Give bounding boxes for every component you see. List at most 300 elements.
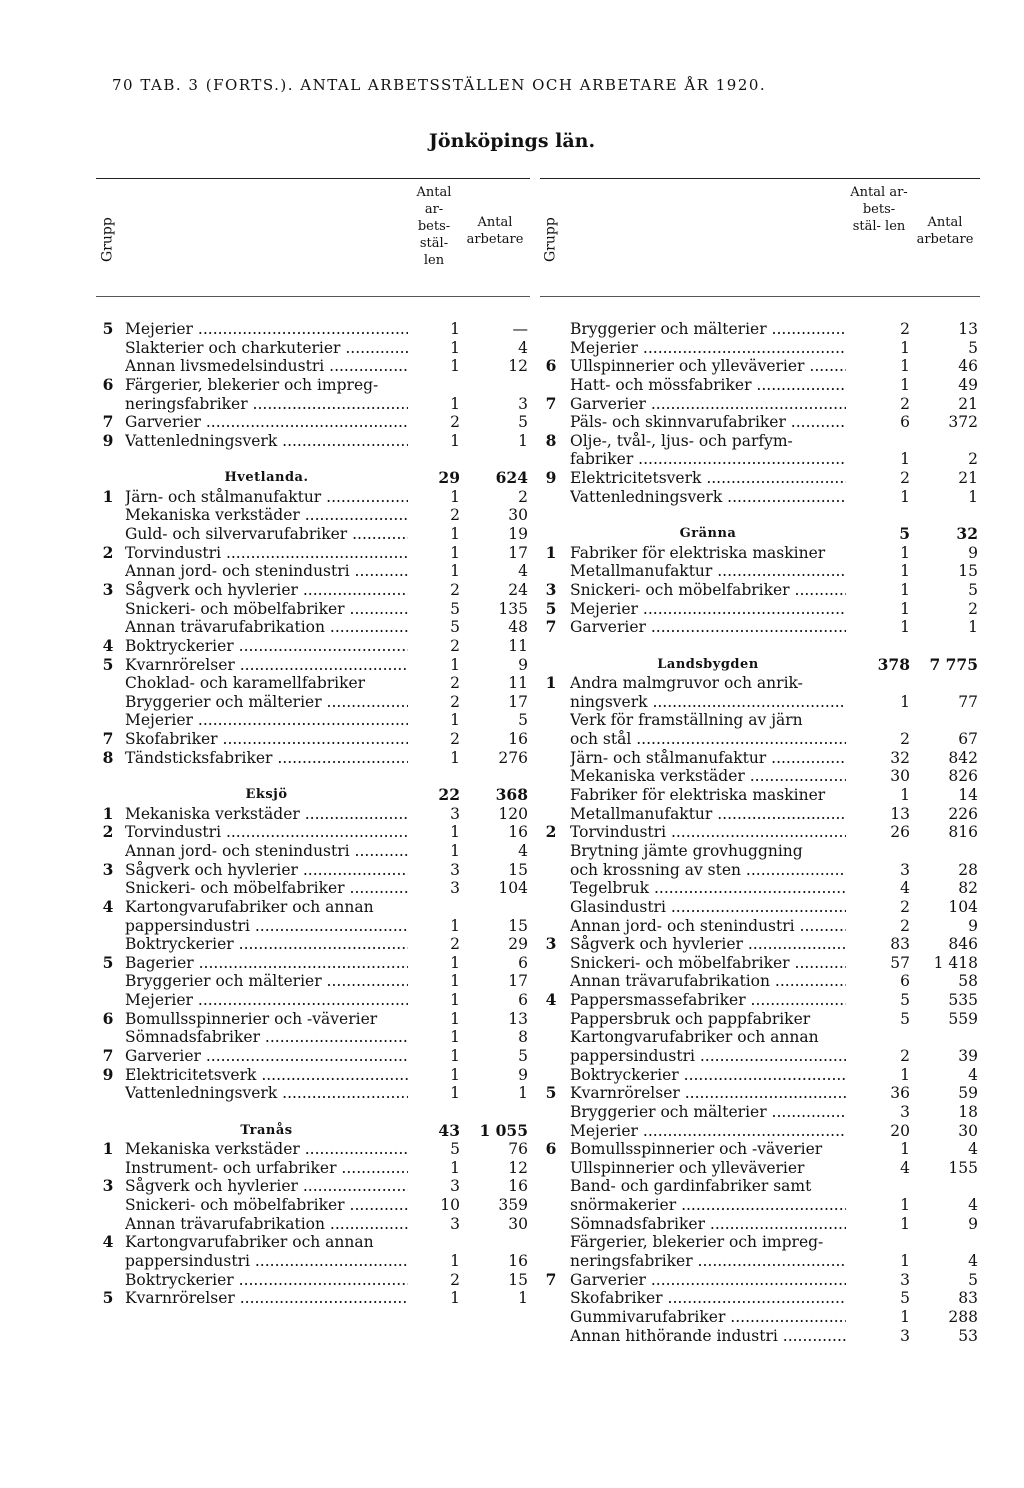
arbetsstallen-count: 29 (438, 468, 460, 488)
group-number: 7 (545, 617, 557, 637)
arbetare-count: 846 (948, 935, 978, 954)
arbetare-count: 12 (508, 1158, 528, 1177)
arbetsstallen-count: 1 (450, 841, 460, 860)
arbetare-count: 4 (518, 841, 528, 860)
table-row (96, 1010, 530, 1029)
table-row (540, 618, 980, 637)
industry-label: Guld- och silvervarufabriker ..... (125, 525, 408, 544)
table-row (540, 1271, 980, 1290)
industry-label: Mekaniska verkstäder ..... (570, 767, 846, 786)
table-row (96, 618, 530, 637)
table-row (96, 525, 530, 544)
arbetsstallen-count: 32 (890, 748, 910, 767)
arbetare-count: 135 (498, 599, 528, 618)
arbetare-count: 842 (948, 748, 978, 767)
industry-label: Snickeri- och möbelfabriker ..... (570, 581, 846, 600)
industry-label: neringsfabriker ..... (125, 395, 408, 414)
arbetsstallen-count: 3 (450, 879, 460, 898)
table-row (96, 376, 530, 395)
table-row (540, 954, 980, 973)
arbetsstallen-count: 3 (450, 860, 460, 879)
industry-label: Ullspinnerier och ylleväverier (570, 1158, 805, 1177)
arbetare-count: 372 (948, 413, 978, 432)
group-number: 8 (545, 430, 557, 450)
group-number: 7 (102, 412, 114, 432)
table-row (96, 935, 530, 954)
table-row (540, 861, 980, 880)
industry-label: pappersindustri ..... (570, 1047, 846, 1066)
industry-label: Mejerier ..... (125, 711, 408, 730)
arbetsstallen-count: 6 (900, 972, 910, 991)
industry-label: och krossning av sten ..... (570, 861, 846, 880)
table-row (540, 972, 980, 991)
industry-label: Bryggerier och mälterier ..... (570, 320, 846, 339)
arbetsstallen-count: 2 (450, 730, 460, 749)
arbetare-count: 5 (518, 711, 528, 730)
arbetare-count: 368 (495, 785, 528, 805)
arbetsstallen-count: 1 (900, 692, 910, 711)
table-row (96, 1159, 530, 1178)
arbetare-count: 104 (948, 897, 978, 916)
table-row (540, 395, 980, 414)
section-row (96, 469, 530, 488)
industry-label: Kvarnrörelser ..... (570, 1084, 846, 1103)
table-row (540, 674, 980, 693)
industry-label: Sågverk och hyvlerier ..... (125, 1177, 408, 1196)
industry-label: pappersindustri ..... (125, 1252, 408, 1271)
arbetare-count: 19 (508, 525, 528, 544)
table-row (540, 1252, 980, 1271)
table-row (96, 1066, 530, 1085)
group-number: 5 (102, 952, 114, 972)
table-row (96, 898, 530, 917)
industry-label: Annan trävarufabrikation ..... (570, 972, 846, 991)
table-row (96, 1084, 530, 1103)
arbetare-count: 67 (958, 730, 978, 749)
industry-label: Boktryckerier ..... (125, 1271, 408, 1290)
industry-label: Kartongvarufabriker och annan (570, 1028, 819, 1047)
industry-label: Metallmanufaktur ..... (570, 805, 846, 824)
arbetare-count: 4 (518, 562, 528, 581)
arbetsstallen-count: 22 (438, 785, 460, 805)
arbetsstallen-count: 1 (450, 1084, 460, 1103)
table-row (540, 917, 980, 936)
table-row (96, 1289, 530, 1308)
group-number: 6 (545, 356, 557, 376)
right-rows (540, 320, 980, 1345)
arbetsstallen-count: 1 (450, 991, 460, 1010)
arbetsstallen-count: 1 (900, 786, 910, 805)
table-row (96, 413, 530, 432)
arbetsstallen-count: 1 (900, 580, 910, 599)
table-row (540, 1308, 980, 1327)
industry-label: Mejerier ..... (125, 991, 408, 1010)
group-number: 5 (102, 654, 114, 674)
arbetsstallen-count: 2 (450, 1270, 460, 1289)
group-number: 6 (102, 374, 114, 394)
group-number: 9 (102, 430, 114, 450)
arbetare-count: 2 (518, 487, 528, 506)
industry-label: Bryggerier och mälterier ..... (570, 1103, 846, 1122)
arbetare-count: 3 (518, 394, 528, 413)
section-row (96, 786, 530, 805)
industry-label: Mejerier ..... (570, 1122, 846, 1141)
arbetsstallen-count: 2 (900, 469, 910, 488)
industry-label: Sömnadsfabriker ..... (570, 1215, 846, 1234)
industry-label: Mejerier ..... (125, 320, 408, 339)
table-row (540, 544, 980, 563)
arbetare-count: 18 (958, 1102, 978, 1121)
arbetare-count: 30 (958, 1121, 978, 1140)
group-number: 2 (102, 822, 114, 842)
industry-label: och stål ..... (570, 730, 846, 749)
table-row (540, 1215, 980, 1234)
table-row (96, 395, 530, 414)
table-row (540, 711, 980, 730)
industry-label: Garverier ..... (125, 413, 408, 432)
table-row (540, 749, 980, 768)
industry-label: Vattenledningsverk ..... (125, 1084, 408, 1103)
arbetsstallen-count: 5 (900, 991, 910, 1010)
group-number: 7 (102, 1045, 114, 1065)
arbetsstallen-count: 5 (450, 599, 460, 618)
arbetsstallen-count: 1 (450, 320, 460, 338)
arbetsstallen-count: 1 (450, 1289, 460, 1308)
arbetare-count: 15 (508, 1270, 528, 1289)
industry-label: Mejerier ..... (570, 339, 846, 358)
industry-label: Band- och gardinfabriker samt (570, 1177, 812, 1196)
table-row (540, 1028, 980, 1047)
table-row (540, 786, 980, 805)
arbetare-count: 288 (948, 1307, 978, 1326)
industry-label: Skofabriker ..... (570, 1289, 846, 1308)
arbetsstallen-count: 1 (450, 1065, 460, 1084)
arbetare-count: 5 (518, 1046, 528, 1065)
arbetare-header: Antal arbetare (466, 215, 524, 247)
table-row (96, 1196, 530, 1215)
table-row (540, 1327, 980, 1346)
table-row (540, 1159, 980, 1178)
industry-label: Annan jord- och stenindustri ..... (570, 917, 846, 936)
arbetsstallen-count: 1 (450, 394, 460, 413)
table-row (540, 413, 980, 432)
arbetsstallen-header: Antal ar- bets- stäl- len (416, 185, 452, 268)
arbetare-count: 1 055 (479, 1120, 528, 1140)
industry-label: Garverier ..... (570, 395, 846, 414)
table-row (540, 1196, 980, 1215)
arbetare-count: 48 (508, 618, 528, 637)
group-number: 1 (102, 1139, 114, 1159)
industry-label: Boktryckerier ..... (570, 1066, 846, 1085)
industry-label: Bryggerier och mälterier ..... (125, 972, 408, 991)
arbetsstallen-count: 1 (900, 618, 910, 637)
arbetsstallen-count: 3 (900, 860, 910, 879)
industry-label: Vattenledningsverk ..... (125, 432, 408, 451)
table-row (96, 730, 530, 749)
group-number: 3 (102, 1176, 114, 1196)
arbetare-count: 104 (498, 879, 528, 898)
arbetare-count: 16 (508, 1177, 528, 1196)
arbetare-count: 535 (948, 991, 978, 1010)
group-number: 7 (102, 729, 114, 749)
table-row (540, 879, 980, 898)
table-row (540, 805, 980, 824)
arbetsstallen-count: 378 (877, 654, 910, 674)
industry-label: Eksjö (245, 787, 288, 803)
table-row (540, 730, 980, 749)
table-row (96, 767, 530, 786)
industry-label: Choklad- och karamellfabriker (125, 674, 366, 693)
industry-label: Bryggerier och mälterier ..... (125, 693, 408, 712)
group-number: 4 (102, 896, 114, 916)
arbetare-count: 1 (968, 487, 978, 506)
industry-label: Kvarnrörelser ..... (125, 1289, 408, 1308)
table-row (540, 823, 980, 842)
industry-label: Bomullsspinnerier och -väverier (125, 1009, 378, 1028)
industry-label: Päls- och skinnvarufabriker ..... (570, 413, 846, 432)
table-row (540, 506, 980, 525)
arbetare-count: 11 (508, 674, 528, 693)
arbetare-count: 21 (958, 469, 978, 488)
industry-label: Slakterier och charkuterier ..... (125, 339, 408, 358)
arbetsstallen-count: 83 (890, 935, 910, 954)
arbetare-count: 5 (968, 338, 978, 357)
table-row (96, 1271, 530, 1290)
arbetare-count: 17 (508, 543, 528, 562)
arbetare-count: 15 (508, 860, 528, 879)
arbetare-count: 2 (968, 450, 978, 469)
table-row (96, 1047, 530, 1066)
arbetsstallen-count: 10 (440, 1196, 460, 1215)
arbetsstallen-count: 1 (900, 543, 910, 562)
industry-label: Garverier ..... (570, 618, 846, 637)
arbetsstallen-header: Antal ar- bets- stäl- len (850, 185, 908, 234)
group-number: 4 (102, 635, 114, 655)
industry-label: Tegelbruk ..... (570, 879, 846, 898)
arbetsstallen-count: 1 (450, 711, 460, 730)
arbetare-count: 82 (958, 879, 978, 898)
table-row (96, 544, 530, 563)
industry-label: Torvindustri ..... (125, 544, 408, 563)
industry-label: Färgerier, blekerier och impreg- (570, 1233, 824, 1252)
industry-label: Mekaniska verkstäder ..... (125, 1140, 408, 1159)
group-number: 7 (545, 1269, 557, 1289)
arbetsstallen-count: 2 (450, 506, 460, 525)
industry-label: Hatt- och mössfabriker ..... (570, 376, 846, 395)
arbetare-count: 4 (518, 338, 528, 357)
arbetsstallen-count: 1 (900, 562, 910, 581)
table-row (96, 917, 530, 936)
arbetsstallen-count: 57 (890, 953, 910, 972)
table-row (96, 506, 530, 525)
arbetare-count: 6 (518, 953, 528, 972)
table-row (96, 711, 530, 730)
arbetare-count: 49 (958, 375, 978, 394)
industry-label: Sömnadsfabriker ..... (125, 1028, 408, 1047)
arbetsstallen-count: 1 (900, 1252, 910, 1271)
top-rule (540, 178, 980, 179)
arbetsstallen-count: 1 (450, 1158, 460, 1177)
table-row (96, 320, 530, 339)
arbetsstallen-count: 2 (900, 897, 910, 916)
arbetare-count: 2 (968, 599, 978, 618)
region-title: Jönköpings län. (428, 130, 596, 152)
arbetsstallen-count: 1 (900, 1140, 910, 1159)
industry-label: Annan trävarufabrikation ..... (125, 1215, 408, 1234)
group-number: 4 (545, 990, 557, 1010)
table-row (540, 1047, 980, 1066)
industry-label: Järn- och stålmanufaktur ..... (125, 488, 408, 507)
industry-label: Olje-, tvål-, ljus- och parfym- (570, 431, 793, 450)
table-row (540, 842, 980, 861)
industry-label: Brytning jämte grovhuggning (570, 841, 803, 860)
table-row (540, 767, 980, 786)
group-number: 9 (102, 1064, 114, 1084)
table-row (540, 1177, 980, 1196)
industry-label: Tranås (240, 1122, 293, 1138)
industry-label: Bomullsspinnerier och -väverier (570, 1140, 823, 1159)
industry-label: pappersindustri ..... (125, 917, 408, 936)
industry-label: Skofabriker ..... (125, 730, 408, 749)
industry-label: Tändsticksfabriker ..... (125, 749, 408, 768)
section-row (96, 1122, 530, 1141)
table-row (540, 1103, 980, 1122)
industry-label: Snickeri- och möbelfabriker ..... (125, 1196, 408, 1215)
industry-label: Pappersmassefabriker ..... (570, 991, 846, 1010)
table-row (540, 1010, 980, 1029)
arbetsstallen-count: 1 (450, 1009, 460, 1028)
arbetare-count: — (512, 320, 528, 338)
industry-label: Mekaniska verkstäder ..... (125, 506, 408, 525)
table-row (540, 1084, 980, 1103)
industry-label: Andra malmgruvor och anrik- (570, 674, 803, 693)
table-row (96, 879, 530, 898)
arbetsstallen-count: 1 (900, 450, 910, 469)
industry-label: Ullspinnerier och ylleväverier ..... (570, 357, 846, 376)
arbetare-count: 46 (958, 357, 978, 376)
table-row (96, 693, 530, 712)
table-row (540, 450, 980, 469)
arbetare-count: 16 (508, 823, 528, 842)
arbetare-count: 17 (508, 692, 528, 711)
arbetsstallen-count: 5 (900, 1289, 910, 1308)
arbetare-count: 559 (948, 1009, 978, 1028)
arbetare-count: 21 (958, 394, 978, 413)
arbetsstallen-count: 1 (900, 1307, 910, 1326)
table-row (96, 1233, 530, 1252)
arbetsstallen-count: 1 (450, 916, 460, 935)
table-row (540, 1140, 980, 1159)
arbetare-count: 29 (508, 935, 528, 954)
arbetare-count: 83 (958, 1289, 978, 1308)
arbetsstallen-count: 6 (900, 413, 910, 432)
group-number: 3 (102, 579, 114, 599)
arbetsstallen-count: 3 (900, 1270, 910, 1289)
arbetare-count: 30 (508, 1214, 528, 1233)
industry-label: Annan jord- och stenindustri ..... (125, 562, 408, 581)
industry-label: Landsbygden (657, 656, 759, 672)
group-number: 1 (102, 486, 114, 506)
table-row (96, 972, 530, 991)
group-number: 6 (545, 1139, 557, 1159)
arbetare-count: 5 (968, 1270, 978, 1289)
page-header: 70 TAB. 3 (FORTS.). ANTAL ARBETSSTÄLLEN OCH ARBETARE ÅR 1920. (112, 76, 767, 94)
grupp-header: Grupp (542, 217, 559, 263)
industry-label: Kvarnrörelser ..... (125, 656, 408, 675)
arbetare-count: 9 (518, 655, 528, 674)
arbetsstallen-count: 1 (450, 972, 460, 991)
table-row (96, 1028, 530, 1047)
industry-label: Sågverk och hyvlerier ..... (125, 861, 408, 880)
industry-label: Verk för framställning av järn (570, 711, 803, 730)
table-row (96, 1252, 530, 1271)
arbetare-count: 7 775 (929, 654, 978, 674)
arbetare-count: 77 (958, 692, 978, 711)
arbetsstallen-count: 1 (450, 1046, 460, 1065)
arbetsstallen-count: 1 (900, 1065, 910, 1084)
industry-label: Garverier ..... (570, 1271, 846, 1290)
table-row (96, 488, 530, 507)
table-row (96, 357, 530, 376)
table-row (540, 581, 980, 600)
industry-label: Gränna (679, 526, 737, 542)
table-row (540, 600, 980, 619)
arbetsstallen-count: 2 (900, 394, 910, 413)
arbetare-count: 4 (968, 1140, 978, 1159)
arbetare-count: 12 (508, 357, 528, 376)
arbetsstallen-count: 2 (450, 413, 460, 432)
industry-label: Kartongvarufabriker och annan (125, 1233, 374, 1252)
industry-label: fabriker ..... (570, 450, 846, 469)
arbetare-count: 9 (968, 1214, 978, 1233)
table-row (96, 991, 530, 1010)
industry-label: Mekaniska verkstäder ..... (125, 805, 408, 824)
arbetsstallen-count: 1 (450, 338, 460, 357)
group-number: 1 (545, 673, 557, 693)
arbetsstallen-count: 3 (450, 1214, 460, 1233)
arbetsstallen-count: 1 (450, 431, 460, 450)
table-row (96, 562, 530, 581)
arbetsstallen-count: 5 (450, 618, 460, 637)
arbetare-count: 1 418 (933, 953, 978, 972)
table-row (96, 1215, 530, 1234)
group-number: 2 (545, 822, 557, 842)
arbetare-count: 15 (958, 562, 978, 581)
arbetsstallen-count: 2 (450, 636, 460, 655)
table-row (540, 1066, 980, 1085)
arbetsstallen-count: 1 (450, 357, 460, 376)
arbetare-count: 1 (518, 1289, 528, 1308)
group-number: 4 (102, 1232, 114, 1252)
arbetsstallen-count: 3 (900, 1102, 910, 1121)
group-number: 1 (545, 542, 557, 562)
header-rule (96, 296, 530, 297)
arbetsstallen-count: 1 (450, 953, 460, 972)
group-number: 5 (545, 598, 557, 618)
arbetare-count: 59 (958, 1084, 978, 1103)
industry-label: Mejerier ..... (570, 600, 846, 619)
arbetare-count: 5 (518, 413, 528, 432)
section-row (540, 525, 980, 544)
arbetare-count: 76 (508, 1140, 528, 1159)
table-row (540, 1122, 980, 1141)
industry-label: ningsverk ..... (570, 693, 846, 712)
arbetsstallen-count: 1 (900, 487, 910, 506)
table-row (96, 581, 530, 600)
group-number: 3 (545, 934, 557, 954)
arbetsstallen-count: 1 (450, 748, 460, 767)
arbetsstallen-count: 3 (450, 1177, 460, 1196)
